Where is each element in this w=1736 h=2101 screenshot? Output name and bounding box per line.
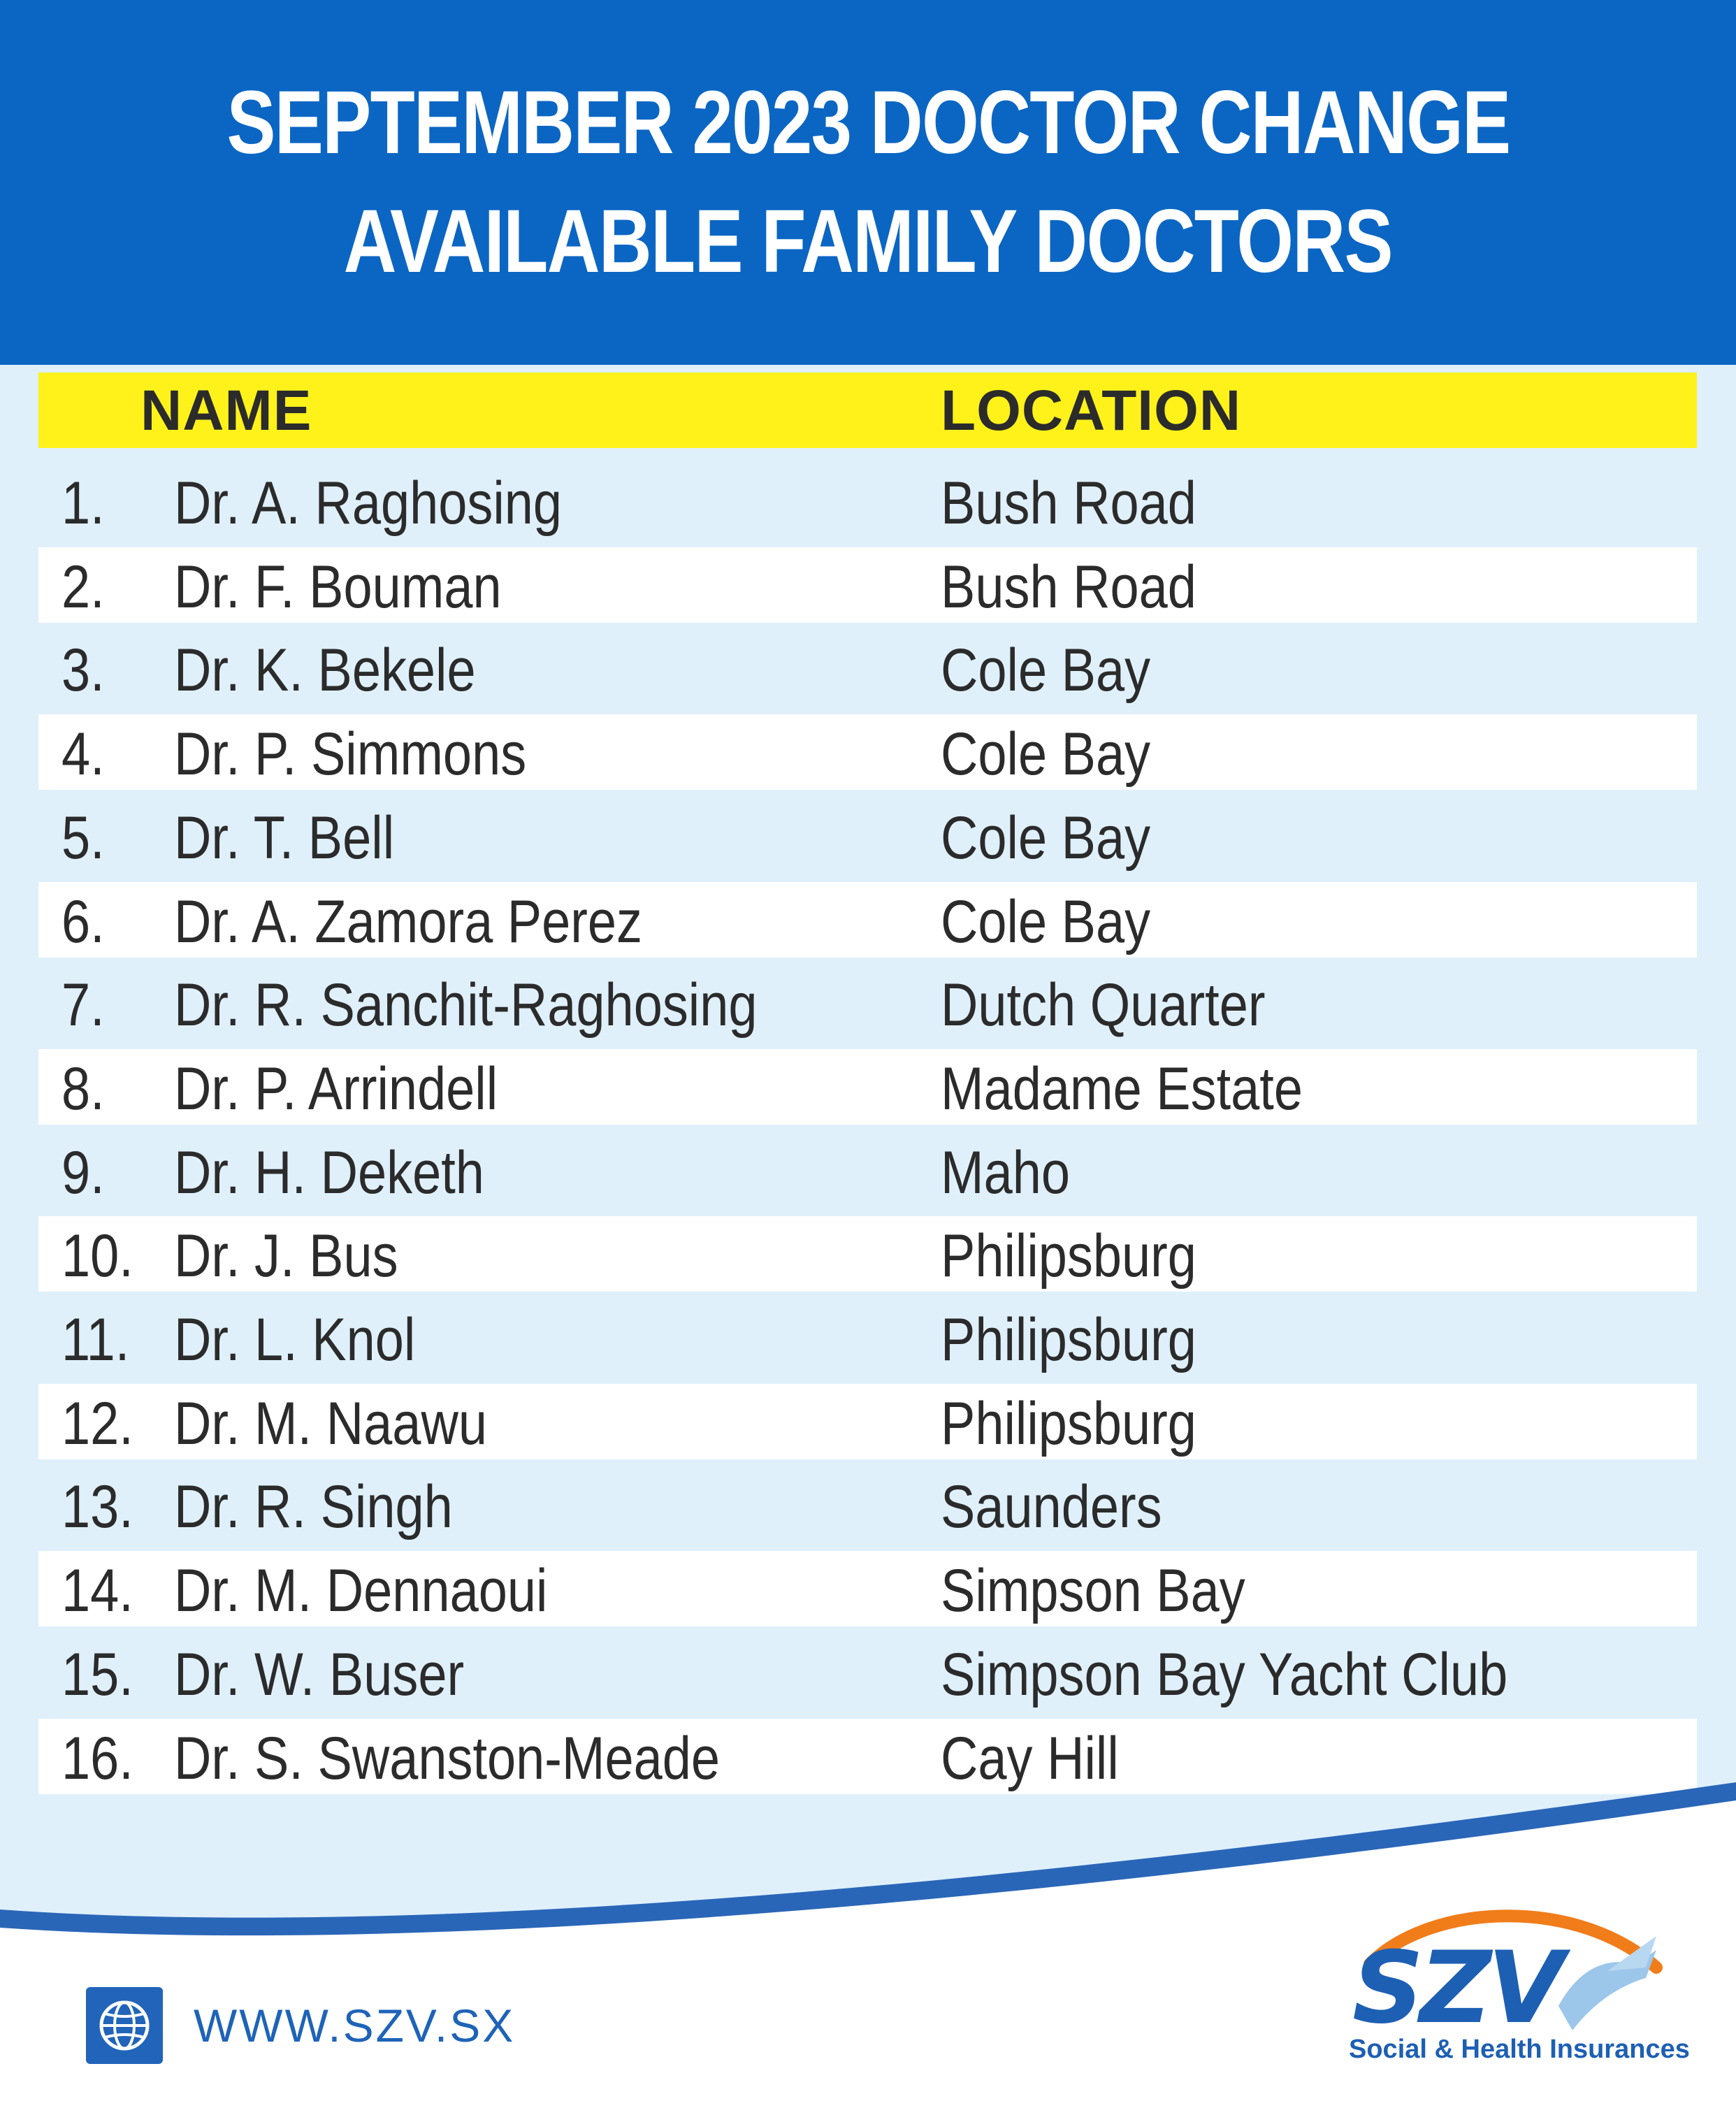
title-line-2: AVAILABLE FAMILY DOCTORS (343, 192, 1393, 291)
doctor-location: Philipsburg (941, 1222, 1196, 1290)
doctor-name: Dr. A. Raghosing (174, 470, 563, 537)
table-row (38, 1216, 1697, 1292)
row-number: 9. (62, 1139, 105, 1206)
row-number: 10. (62, 1222, 133, 1290)
row-number: 11. (62, 1306, 130, 1373)
row-number: 6. (62, 888, 105, 955)
table-row (38, 1551, 1697, 1626)
doctor-name: Dr. P. Simmons (174, 721, 527, 788)
table-row (38, 798, 1697, 874)
table-row (38, 965, 1697, 1041)
doctor-name: Dr. R. Singh (174, 1473, 453, 1540)
row-number: 13. (62, 1473, 133, 1540)
row-number: 16. (62, 1725, 133, 1792)
row-number: 3. (62, 637, 105, 704)
doctor-location: Saunders (941, 1473, 1162, 1540)
table-row (38, 1300, 1697, 1376)
doctor-name: Dr. T. Bell (174, 804, 395, 872)
row-number: 8. (62, 1055, 105, 1122)
doctor-location: Cole Bay (941, 804, 1151, 872)
row-number: 1. (62, 470, 105, 537)
doctor-name: Dr. A. Zamora Perez (174, 888, 642, 955)
doctor-location: Maho (941, 1139, 1071, 1206)
doctor-location: Cole Bay (941, 721, 1151, 788)
table-row (38, 1467, 1697, 1543)
globe-icon (86, 1987, 163, 2064)
logo-text: SZV (1352, 1930, 1561, 2046)
doctor-location: Dutch Quarter (941, 972, 1266, 1039)
doctor-name: Dr. W. Buser (174, 1641, 465, 1708)
doctor-location: Philipsburg (941, 1390, 1196, 1457)
title-line-1: SEPTEMBER 2023 DOCTOR CHANGE (226, 73, 1510, 173)
doctor-location: Bush Road (941, 554, 1196, 621)
row-number: 14. (62, 1557, 133, 1624)
doctor-location: Cay Hill (941, 1725, 1119, 1792)
row-number: 15. (62, 1641, 133, 1708)
szv-logo (1328, 1901, 1691, 2076)
doctor-location: Simpson Bay Yacht Club (941, 1641, 1508, 1708)
doctor-name: Dr. M. Naawu (174, 1390, 487, 1457)
table-row (38, 882, 1697, 958)
table-row (38, 1133, 1697, 1208)
website-link[interactable]: WWW.SZV.SX (194, 2000, 516, 2051)
row-number: 7. (62, 972, 105, 1039)
row-number: 2. (62, 554, 105, 621)
doctor-name: Dr. P. Arrindell (174, 1055, 498, 1122)
doctor-location: Bush Road (941, 470, 1196, 537)
table-row (38, 1635, 1697, 1710)
doctor-location: Madame Estate (941, 1055, 1303, 1122)
column-header-location: LOCATION (941, 379, 1242, 442)
table-header (38, 373, 1697, 448)
doctor-name: Dr. S. Swanston-Meade (174, 1725, 721, 1792)
logo-subtitle: Social & Health Insurances (1349, 2035, 1690, 2064)
doctor-name: Dr. F. Bouman (174, 554, 502, 621)
doctor-location: Cole Bay (941, 888, 1151, 955)
title-banner (0, 0, 1736, 365)
row-number: 12. (62, 1390, 133, 1457)
table-row (38, 1384, 1697, 1459)
doctor-name: Dr. K. Bekele (174, 637, 476, 704)
table-row (38, 630, 1697, 706)
table-row (38, 714, 1697, 790)
table-row (38, 463, 1697, 539)
doctor-name: Dr. L. Knol (174, 1306, 416, 1373)
doctor-location: Simpson Bay (941, 1557, 1245, 1624)
column-header-name: NAME (140, 379, 312, 442)
doctor-name: Dr. H. Deketh (174, 1139, 484, 1206)
doctor-name: Dr. M. Dennaoui (174, 1557, 548, 1624)
table-row (38, 547, 1697, 623)
row-number: 4. (62, 721, 105, 788)
doctor-location: Cole Bay (941, 637, 1151, 704)
row-number: 5. (62, 804, 105, 872)
doctor-location: Philipsburg (941, 1306, 1196, 1373)
doctor-name: Dr. J. Bus (174, 1222, 398, 1290)
table-row (38, 1049, 1697, 1125)
doctor-name: Dr. R. Sanchit-Raghosing (174, 972, 758, 1039)
